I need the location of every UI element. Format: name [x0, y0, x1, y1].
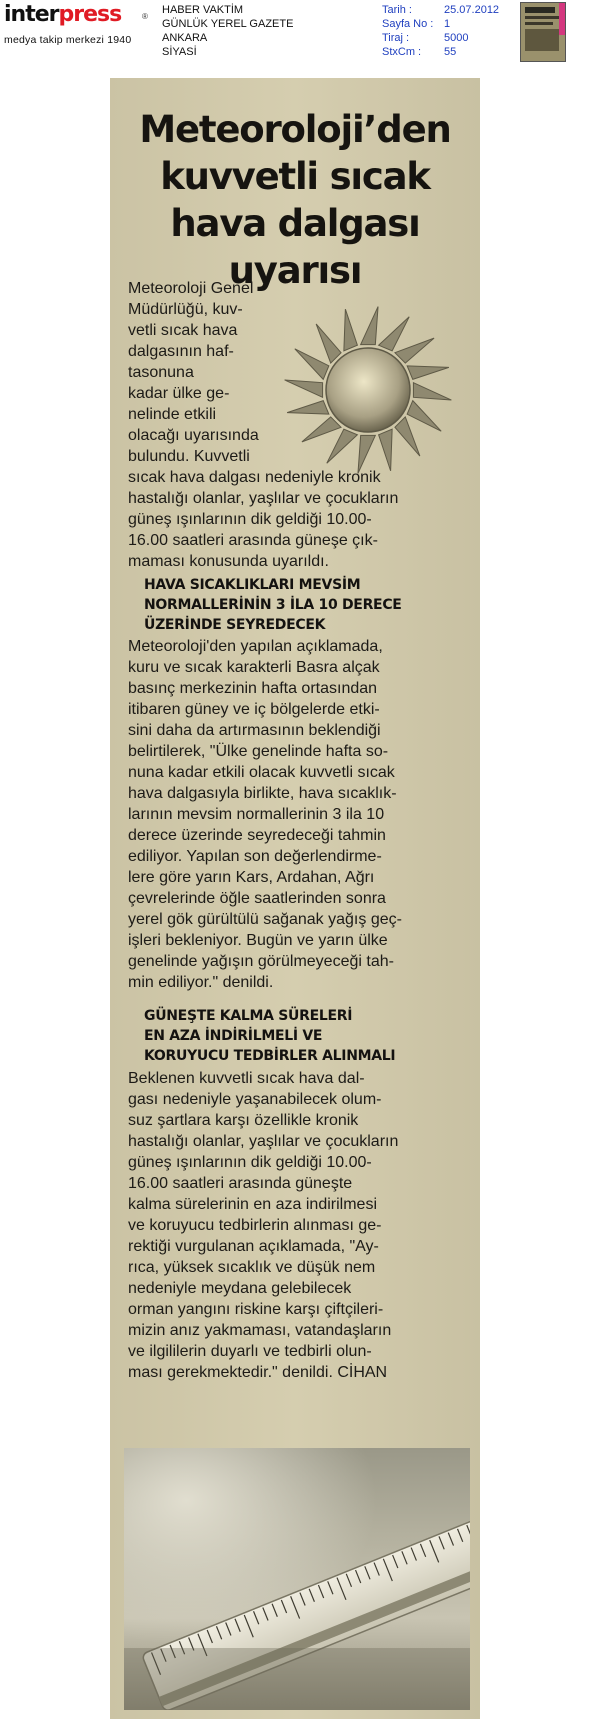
article-paragraph-3 [128, 1068, 398, 1383]
sun-ray [395, 338, 434, 363]
body-line: hastalığı olanlar, yaşlılar ve çocukların [128, 490, 399, 507]
subheading-temperatures [144, 575, 402, 635]
body-line: güneş ışınlarının dik geldiği 10.00- [128, 1154, 372, 1171]
headline-line: Meteoroloji’den [139, 108, 451, 151]
body-line: min ediliyor." denildi. [128, 974, 274, 991]
meta-key: Sayfa No : [382, 18, 434, 30]
body-line: itibaren güney ve iç bölgelerde etki- [128, 701, 380, 718]
logo-wordmark [4, 4, 121, 26]
thermometer-photo [124, 1448, 470, 1710]
body-line: suz şartlara karşı özellikle kronik [128, 1112, 359, 1129]
body-line: mizin anız yakmaması, vatandaşların [128, 1322, 392, 1339]
body-line: kadar ülke ge- [128, 385, 230, 402]
body-line: rektiği vurgulanan açıklamada, "Ay- [128, 1238, 379, 1255]
body-line: hava dalgasıyla birlikte, hava sıcaklık- [128, 785, 397, 802]
body-line: işleri bekleniyor. Bugün ve yarın ülke [128, 932, 388, 949]
meta-value: 55 [444, 46, 457, 58]
clipping-metadata [382, 3, 499, 59]
body-line: kalma sürelerinin en aza indirilmesi [128, 1196, 377, 1213]
body-line: ve koruyucu tedbirlerin alınması ge- [128, 1217, 382, 1234]
logo-tagline: medya takip merkezi 1940 [4, 34, 132, 46]
body-line: nedeniyle meydana gelebilecek [128, 1280, 352, 1297]
body-line: 16.00 saatleri arasında güneşe çık- [128, 532, 378, 549]
publication-category: SİYASİ [162, 46, 197, 58]
body-line: rıca, yüksek sıcaklık ve düşük nem [128, 1259, 376, 1276]
body-line: güneş ışınlarının dik geldiği 10.00- [128, 511, 372, 528]
publication-type: GÜNLÜK YEREL GAZETE [162, 18, 294, 30]
body-line: nuna kadar etkili olacak kuvvetli sıcak [128, 764, 395, 781]
headline-line: kuvvetli sıcak [160, 155, 430, 198]
body-line: derece üzerinde seyredeceği tahmin [128, 827, 386, 844]
meta-key: StxCm : [382, 46, 422, 58]
publication-city: ANKARA [162, 32, 208, 44]
subheading-line: ÜZERİNDE SEYREDECEK [144, 617, 326, 633]
body-line: Müdürlüğü, kuv- [128, 301, 243, 318]
meta-value: 1 [444, 18, 451, 30]
body-line: ve ilgililerin duyarlı ve tedbirli olun- [128, 1343, 372, 1360]
body-line: lere göre yarın Kars, Ardahan, Ağrı [128, 869, 375, 886]
meta-stxcm [382, 45, 499, 59]
body-line: hastalığı olanlar, yaşlılar ve çocukların [128, 1133, 399, 1150]
logo-word-inter: inter [4, 2, 59, 27]
thumbnail-marker [559, 3, 565, 35]
subheading-line: GÜNEŞTE KALMA SÜRELERİ [144, 1008, 353, 1024]
body-line: olacağı uyarısında [128, 427, 259, 444]
body-line: Meteoroloji Genel [128, 280, 254, 297]
body-line: ediliyor. Yapılan son değerlendirme- [128, 848, 382, 865]
body-line: gası nedeniyle yaşanabilecek olum- [128, 1091, 382, 1108]
page-thumbnail[interactable] [520, 2, 566, 62]
body-line: vetli sıcak hava [128, 322, 238, 339]
body-line: çevrelerinde öğle saatlerinden sonra [128, 890, 386, 907]
article-intro [128, 278, 398, 572]
article-headline [110, 106, 480, 294]
body-line: ması gerekmektedir." denildi. CİHAN [128, 1364, 388, 1381]
body-line: maması konusunda uyarıldı. [128, 553, 329, 570]
body-line: Meteoroloji'den yapılan açıklamada, [128, 638, 383, 655]
body-line: Beklenen kuvvetli sıcak hava dal- [128, 1070, 365, 1087]
subheading-sun-exposure [144, 1006, 395, 1066]
meta-page [382, 17, 499, 31]
interpress-logo [4, 4, 154, 48]
body-line: dalgasının haf- [128, 343, 234, 360]
publication-info [162, 3, 293, 59]
meta-value: 25.07.2012 [444, 4, 500, 16]
meta-date [382, 3, 499, 17]
body-line: nelinde etkili [128, 406, 217, 423]
body-line: orman yangını riskine karşı çiftçileri- [128, 1301, 384, 1318]
subheading-line: KORUYUCU TEDBİRLER ALINMALI [144, 1048, 396, 1064]
subheading-line: EN AZA İNDİRİLMELİ VE [144, 1028, 323, 1044]
body-line: belirtilerek, "Ülke genelinde hafta so- [128, 743, 389, 760]
meta-key: Tarih : [382, 4, 412, 16]
sun-ray [413, 383, 451, 400]
body-line: larının mevsim normallerinin 3 ila 10 [128, 806, 385, 823]
publication-name: HABER VAKTİM [162, 4, 244, 16]
body-line: basınç merkezinin hafta ortasından [128, 680, 378, 697]
headline-line: hava dalgası [170, 202, 420, 245]
meta-value: 5000 [444, 32, 469, 44]
sun-ray [395, 417, 420, 456]
logo-word-press: press [58, 2, 122, 27]
subheading-line: NORMALLERİNİN 3 İLA 10 DERECE [144, 597, 402, 613]
body-line: sini daha da artırmasının beklendiği [128, 722, 381, 739]
body-line: tasonuna [128, 364, 194, 381]
article-paragraph-2 [128, 636, 402, 993]
body-line: kuru ve sıcak karakterli Basra alçak [128, 659, 380, 676]
newspaper-clipping [110, 78, 480, 1719]
meta-key: Tiraj : [382, 32, 410, 44]
body-line: sıcak hava dalgası nedeniyle kronik [128, 469, 381, 486]
body-line: genelinde yağışın görülmeyeceği tah- [128, 953, 394, 970]
body-line: 16.00 saatleri arasında güneşte [128, 1175, 353, 1192]
thermometer-image [124, 1448, 470, 1710]
body-line: bulundu. Kuvvetli [128, 448, 250, 465]
sun-ray [407, 401, 441, 432]
headline-line: uyarısı [228, 249, 362, 292]
sun-ray [407, 366, 449, 380]
registered-mark: ® [142, 12, 148, 21]
body-line: yerel gök gürültülü sağanak yağış geç- [128, 911, 402, 928]
subheading-line: HAVA SICAKLIKLARI MEVSİM [144, 577, 361, 593]
meta-circulation [382, 31, 499, 45]
